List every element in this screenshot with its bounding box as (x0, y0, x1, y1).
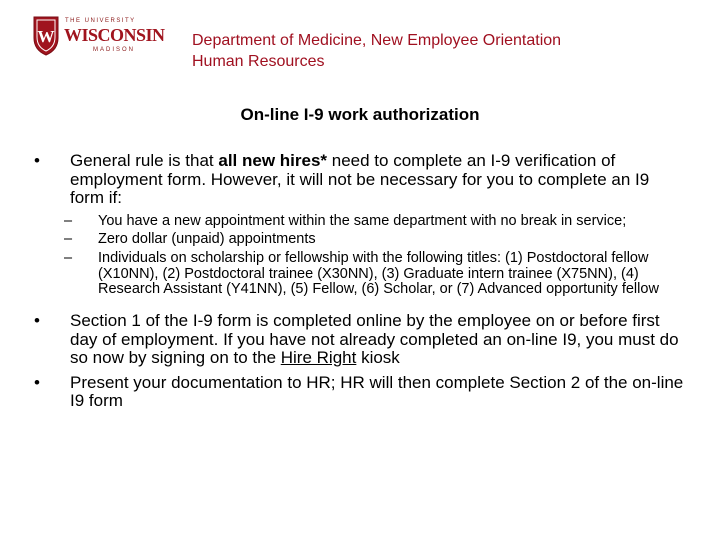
bullet-list (34, 152, 684, 411)
bullet1-pre: General rule is that (70, 151, 219, 170)
bullet-item-section-1 (34, 312, 684, 368)
sub-item-text: Individuals on scholarship or fellowship with the following titles: (1) Postdoctoral fellow (X10NN), (2) Postdoctoral trainee (X30NN), (3) Graduate intern trainee (X75NN), (4) Research Assistant (Y41NN), (5) Fellow, (6) Scholar, or (7) Advanced opportunity fellow (98, 249, 659, 298)
bullet3-text: Present your documentation to HR; HR will then complete Section 2 of the on-line I9 form (70, 372, 684, 411)
bullet2-post: kiosk (356, 348, 400, 368)
bullet1-bold: all new hires* (218, 151, 328, 170)
sub-item-text: Zero dollar (unpaid) appointments (98, 231, 316, 248)
bullet2-pre: Section 1 of the I-9 form is completed online by the employee on or before first day of employment. If you have not already completed an on-line I9, you must do so now by signing on to the (70, 311, 679, 368)
bullet-icon: • (34, 311, 40, 331)
crest-letter: W (37, 27, 55, 46)
header (192, 30, 561, 72)
logo-main-text: WISCONSIN (64, 25, 165, 45)
sub-item-2 (58, 232, 684, 248)
dash-icon: – (64, 231, 73, 248)
bullet1-post: need to complete an I-9 verification of employment form. However, it will not be necessary for you to complete an I9 form if: (70, 151, 650, 207)
logo-top-text: THE UNIVERSITY (65, 18, 136, 24)
bullet-item-documentation (34, 374, 684, 411)
bullet-icon: • (34, 151, 40, 170)
sub-item-text: You have a new appointment within the same department with no break in service; (98, 212, 627, 229)
sub-item-3 (58, 251, 684, 298)
page-title: On-line I-9 work authorization (240, 105, 480, 124)
header-line-1: Department of Medicine, New Employee Orientation (192, 32, 562, 49)
sub-list (58, 214, 684, 299)
hire-right-link[interactable]: Hire Right (280, 348, 357, 368)
bullet-item-general-rule (34, 152, 684, 208)
header-line-2: Human Resources (192, 53, 325, 70)
dash-icon: – (64, 249, 73, 266)
dash-icon: – (64, 212, 73, 229)
logo-sub-text: MADISON (93, 47, 136, 53)
crest-icon (33, 16, 59, 56)
bullet-icon: • (34, 372, 40, 392)
sub-item-1 (58, 214, 684, 230)
university-logo (33, 14, 165, 66)
